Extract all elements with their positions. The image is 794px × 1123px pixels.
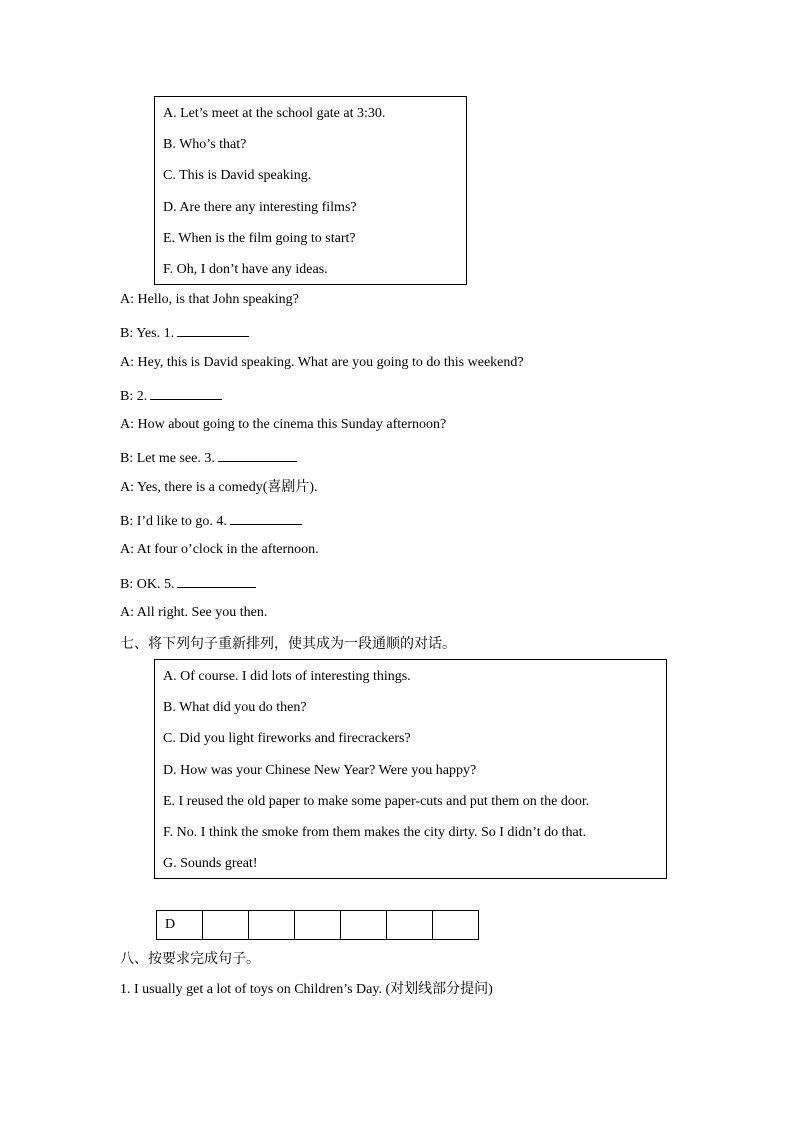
option-c: C. This is David speaking. — [163, 168, 312, 183]
option-e: E. When is the film going to start? — [163, 231, 356, 246]
answer-cell-4[interactable] — [295, 911, 341, 940]
answer-blank-1[interactable] — [177, 322, 249, 337]
option-b: B. Who’s that? — [163, 137, 247, 152]
dialogue-line-3: A: Hey, this is David speaking. What are you going to do this weekend? — [120, 355, 524, 370]
option-e: E. I reused the old paper to make some paper-cuts and put them on the door. — [163, 794, 590, 809]
option-f: F. No. I think the smoke from them makes the city dirty. So I didn’t do that. — [163, 825, 587, 840]
answer-cell-5[interactable] — [341, 911, 387, 940]
option-d: D. How was your Chinese New Year? Were you happy? — [163, 763, 477, 778]
dialogue-line-4: B: 2. — [120, 385, 222, 406]
answer-cell-1[interactable]: D — [157, 911, 203, 940]
dialogue-line-2: B: Yes. 1. — [120, 322, 249, 343]
dialogue-line-1: A: Hello, is that John speaking? — [120, 292, 299, 307]
option-f: F. Oh, I don’t have any ideas. — [163, 262, 328, 277]
dialogue-line-10: B: OK. 5. — [120, 573, 256, 594]
dialogue-line-5: A: How about going to the cinema this Sunday afternoon? — [120, 417, 447, 432]
option-b: B. What did you do then? — [163, 700, 307, 715]
answer-cell-6[interactable] — [387, 911, 433, 940]
answer-blank-3[interactable] — [218, 447, 297, 462]
option-a: A. Let’s meet at the school gate at 3:30. — [163, 106, 386, 121]
section-7-heading: 七、将下列句子重新排列，使其成为一段通顺的对话。 — [120, 636, 456, 652]
dialogue-line-7: A: Yes, there is a comedy(喜剧片). — [120, 480, 318, 495]
dialogue-line-8: B: I’d like to go. 4. — [120, 510, 302, 531]
answer-grid — [156, 910, 479, 940]
answer-cell-7[interactable] — [433, 911, 479, 940]
answer-blank-4[interactable] — [230, 510, 302, 525]
option-g: G. Sounds great! — [163, 856, 258, 871]
option-d: D. Are there any interesting films? — [163, 200, 357, 215]
question-1: 1. I usually get a lot of toys on Children’s Day. (对划线部分提问) — [120, 982, 493, 997]
options-box-2 — [154, 659, 667, 879]
dialogue-line-11: A: All right. See you then. — [120, 605, 268, 620]
dialogue-line-6: B: Let me see. 3. — [120, 447, 297, 468]
answer-blank-2[interactable] — [150, 385, 222, 400]
dialogue-line-9: A: At four o’clock in the afternoon. — [120, 542, 319, 557]
option-a: A. Of course. I did lots of interesting things. — [163, 669, 411, 684]
options-box-1 — [154, 96, 467, 285]
answer-blank-5[interactable] — [177, 573, 256, 588]
option-c: C. Did you light fireworks and firecrackers? — [163, 731, 411, 746]
answer-cell-2[interactable] — [203, 911, 249, 940]
section-8-heading: 八、按要求完成句子。 — [120, 951, 260, 967]
answer-cell-3[interactable] — [249, 911, 295, 940]
